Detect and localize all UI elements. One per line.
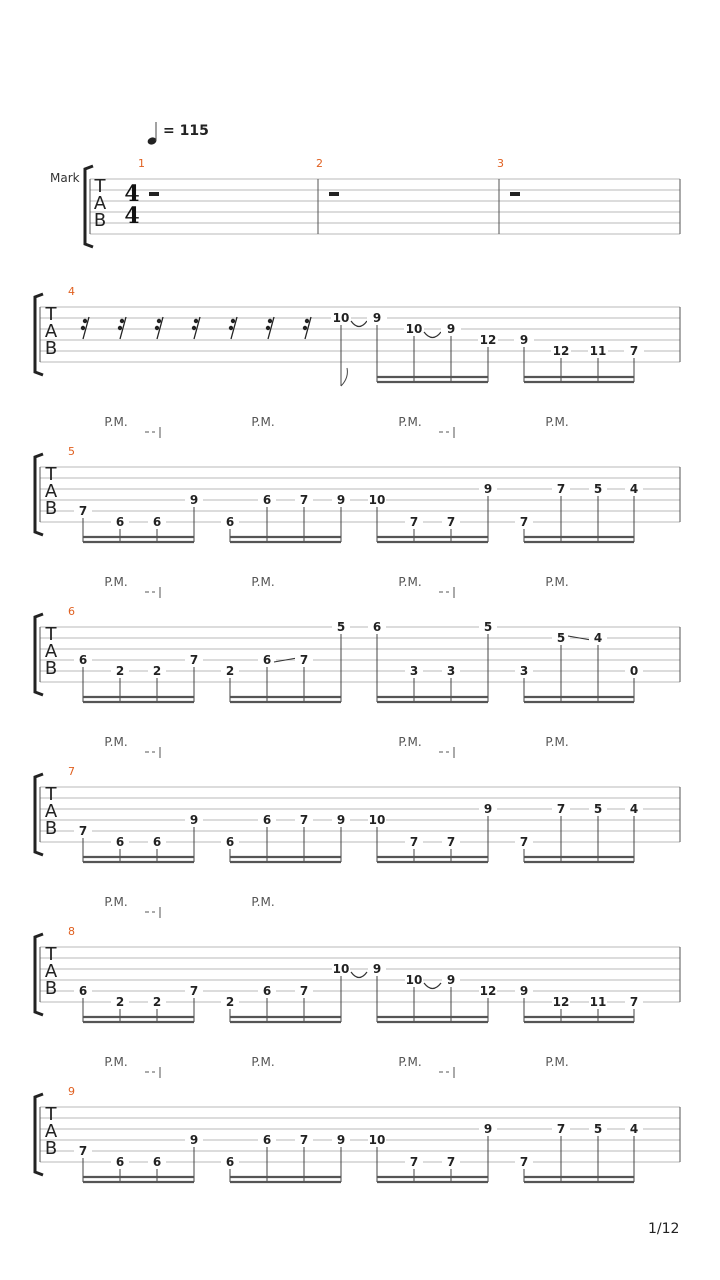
sixteenth-rest-dot [83,319,87,323]
whole-rest-icon [510,192,520,196]
fret-number: 9 [519,984,529,998]
fret-number: 6 [262,1133,272,1147]
time-signature-bottom: 4 [124,203,140,229]
palm-mute-label: P.M. [104,1055,128,1069]
palm-mute-label: P.M. [545,575,569,589]
tab-clef-letter: T [45,304,57,325]
fret-number: 5 [593,482,603,496]
sixteenth-rest-dot [81,326,85,330]
fret-number: 6 [225,515,235,529]
tab-clef-letter: A [93,193,107,214]
fret-number: 10 [368,1133,386,1147]
fret-number: 9 [372,311,382,325]
fret-number: 10 [332,962,350,976]
fret-number: 7 [189,653,199,667]
system-bracket [35,454,43,535]
fret-number: 9 [336,813,346,827]
fret-number: 7 [409,1155,419,1169]
sixteenth-rest-dot [266,326,270,330]
tab-clef-letter: A [44,321,58,342]
fret-number: 9 [483,802,493,816]
fret-number: 2 [152,995,162,1009]
fret-number: 7 [446,515,456,529]
tab-clef-letter: B [44,978,58,999]
tab-clef-letter: T [45,1104,57,1125]
fret-number: 7 [556,802,566,816]
measure-number: 8 [68,925,75,938]
tab-clef-letter: T [45,624,57,645]
fret-number: 6 [225,835,235,849]
fret-number: 7 [629,344,639,358]
fret-number: 9 [189,493,199,507]
fret-number: 7 [78,824,88,838]
fret-number: 9 [446,322,456,336]
fret-number: 7 [519,1155,529,1169]
time-signature-top: 4 [124,181,140,207]
sixteenth-rest-dot [192,326,196,330]
fret-number: 2 [115,995,125,1009]
fret-number: 7 [299,813,309,827]
palm-mute-label: P.M. [545,1055,569,1069]
fret-number: 6 [115,1155,125,1169]
fret-number: 2 [225,664,235,678]
fret-number: 7 [299,493,309,507]
fret-number: 2 [152,664,162,678]
fret-number: 11 [589,344,607,358]
fret-number: 12 [552,344,570,358]
tie-arc [351,321,367,327]
fret-number: 4 [593,631,603,645]
measure-number: 5 [68,445,75,458]
measure-number: 4 [68,285,75,298]
fret-number: 9 [336,1133,346,1147]
sixteenth-rest-dot [155,326,159,330]
palm-mute-label: P.M. [251,1055,275,1069]
tab-clef-letter: A [44,801,58,822]
fret-number: 7 [446,1155,456,1169]
tab-clef-letter: B [44,338,58,359]
fret-number: 7 [556,482,566,496]
fret-number: 10 [405,973,423,987]
sixteenth-rest-dot [231,319,235,323]
fret-number: 7 [189,984,199,998]
whole-rest-icon [329,192,339,196]
tab-clef-letter: B [44,658,58,679]
fret-number: 6 [262,984,272,998]
fret-number: 7 [519,835,529,849]
track-name: Mark [50,171,80,185]
fret-number: 10 [405,322,423,336]
tab-clef-letter: A [44,641,58,662]
fret-number: 10 [368,493,386,507]
palm-mute-label: P.M. [251,575,275,589]
measure-number: 7 [68,765,75,778]
fret-number: 2 [225,995,235,1009]
fret-number: 11 [589,995,607,1009]
palm-mute-label: P.M. [398,575,422,589]
fret-number: 7 [519,515,529,529]
fret-number: 7 [78,504,88,518]
sixteenth-rest-dot [305,319,309,323]
fret-number: 6 [225,1155,235,1169]
fret-number: 6 [152,835,162,849]
fret-number: 6 [115,515,125,529]
tab-clef-letter: T [45,464,57,485]
fret-number: 6 [262,653,272,667]
fret-number: 12 [552,995,570,1009]
fret-number: 3 [409,664,419,678]
sixteenth-rest-dot [157,319,161,323]
fret-number: 7 [629,995,639,1009]
fret-number: 9 [189,813,199,827]
fret-number: 3 [446,664,456,678]
palm-mute-label: P.M. [545,735,569,749]
system-bracket [35,614,43,695]
fret-number: 9 [519,333,529,347]
tab-clef-letter: A [44,481,58,502]
measure-number: 9 [68,1085,75,1098]
measure-number: 2 [316,157,323,170]
fret-number: 5 [556,631,566,645]
fret-number: 5 [593,1122,603,1136]
tab-clef-letter: T [45,944,57,965]
fret-number: 9 [483,1122,493,1136]
fret-number: 6 [152,515,162,529]
palm-mute-label: P.M. [251,415,275,429]
fret-number: 12 [479,984,497,998]
palm-mute-label: P.M. [251,895,275,909]
palm-mute-label: P.M. [104,575,128,589]
tab-clef-letter: B [44,818,58,839]
measure-number: 1 [138,157,145,170]
fret-number: 6 [262,813,272,827]
fret-number: 7 [299,1133,309,1147]
sixteenth-rest-dot [229,326,233,330]
fret-number: 6 [78,653,88,667]
whole-rest-icon [149,192,159,196]
fret-number: 7 [299,984,309,998]
sixteenth-rest-dot [194,319,198,323]
fret-number: 3 [519,664,529,678]
page-number: 1/12 [648,1221,680,1237]
fret-number: 5 [593,802,603,816]
tab-clef-letter: A [44,961,58,982]
tie-arc [424,332,441,338]
measure-number: 3 [497,157,504,170]
palm-mute-label: P.M. [104,735,128,749]
grace-flag-icon [341,368,347,386]
tab-clef-letter: T [94,176,106,197]
fret-number: 9 [446,973,456,987]
tab-clef-letter: B [44,498,58,519]
fret-number: 7 [556,1122,566,1136]
tab-clef-letter: A [44,1121,58,1142]
fret-number: 7 [78,1144,88,1158]
fret-number: 7 [446,835,456,849]
system-bracket [35,294,43,375]
fret-number: 12 [479,333,497,347]
fret-number: 9 [372,962,382,976]
fret-number: 10 [368,813,386,827]
fret-number: 6 [372,620,382,634]
palm-mute-label: P.M. [398,1055,422,1069]
fret-number: 4 [629,1122,639,1136]
palm-mute-label: P.M. [545,415,569,429]
system-bracket [35,934,43,1015]
system-bracket [35,774,43,855]
fret-number: 7 [409,515,419,529]
tempo-value: = 115 [163,123,209,139]
tie-arc [424,983,441,989]
fret-number: 6 [262,493,272,507]
fret-number: 5 [483,620,493,634]
fret-number: 0 [629,664,639,678]
sixteenth-rest-dot [118,326,122,330]
palm-mute-label: P.M. [398,415,422,429]
system-bracket [85,166,93,247]
fret-number: 2 [115,664,125,678]
tab-clef-letter: B [93,210,107,231]
fret-number: 9 [336,493,346,507]
fret-number: 5 [336,620,346,634]
fret-number: 4 [629,802,639,816]
fret-number: 4 [629,482,639,496]
sixteenth-rest-dot [268,319,272,323]
sixteenth-rest-dot [120,319,124,323]
tab-clef-letter: T [45,784,57,805]
sixteenth-rest-dot [303,326,307,330]
fret-number: 6 [115,835,125,849]
fret-number: 10 [332,311,350,325]
fret-number: 6 [78,984,88,998]
tie-arc [351,972,367,978]
fret-number: 7 [409,835,419,849]
palm-mute-label: P.M. [398,735,422,749]
fret-number: 9 [483,482,493,496]
system-bracket [35,1094,43,1175]
fret-number: 7 [299,653,309,667]
measure-number: 6 [68,605,75,618]
fret-number: 9 [189,1133,199,1147]
fret-number: 6 [152,1155,162,1169]
palm-mute-label: P.M. [104,415,128,429]
palm-mute-label: P.M. [104,895,128,909]
tab-clef-letter: B [44,1138,58,1159]
